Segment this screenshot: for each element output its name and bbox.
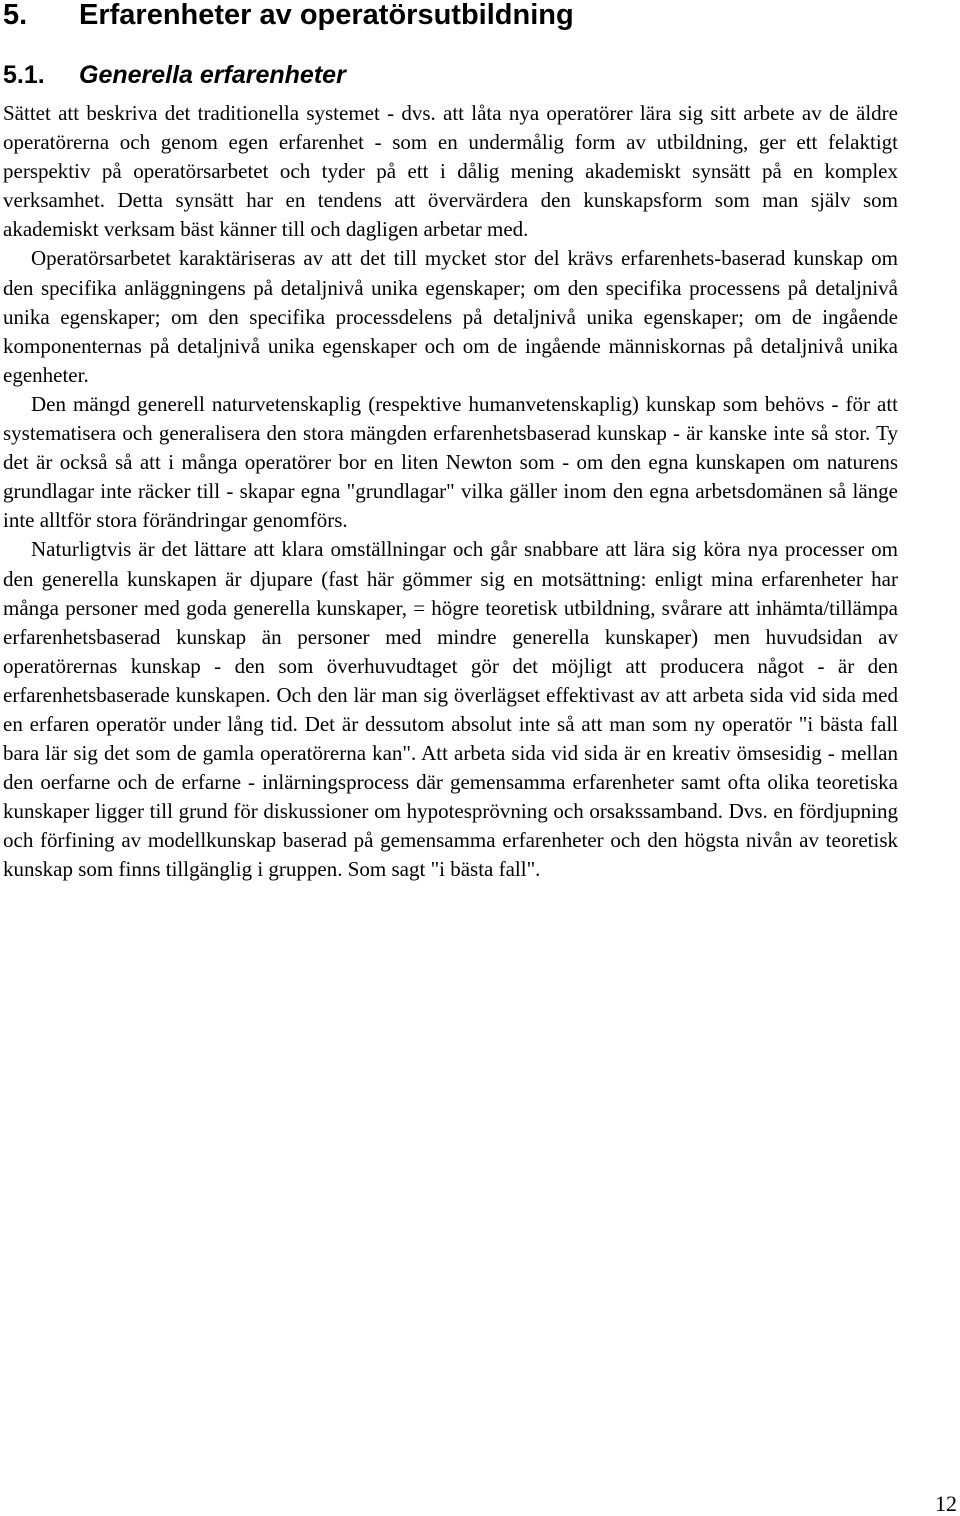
paragraph-intro: Sättet att beskriva det traditionella systemet - dvs. att låta nya operatörer lära sig sitt arbete av de äldre operatörerna och genom egen erfarenhet - som en undermålig form av utbildning, ger ett felaktigt perspektiv på operatörsarbetet och tyder på ett i dålig mening akademiskt synsätt på en komplex verksamhet. Detta synsätt har en tendens att övervärdera den kunskapsform som man själv som akademiskt verksam bäst känner till och dagligen arbetar med.	[3, 101, 898, 242]
body-text	[3, 99, 898, 885]
page-number: 12	[935, 1491, 957, 1516]
chapter-heading	[3, 0, 574, 34]
paragraph-general-knowledge: Den mängd generell naturvetenskaplig (respektive humanvetenskaplig) kunskap som behövs - för att systematisera och generalisera den stora mängden erfarenhetsbaserad kunskap - är kanske inte så stor. Ty det är också så att i många operatörer bor en liten Newton som - om den egna kunskapen om naturens grundlagar inte räcker till - skapar egna "grundlagar" vilka gäller inom den egna arbetsdomänen så länge inte alltför stora förändringar genomförs.	[3, 391, 898, 533]
section-title: Generella erfarenheter	[79, 61, 346, 89]
chapter-number: 5.	[3, 0, 28, 31]
chapter-title: Erfarenheter av operatörsutbildning	[79, 0, 574, 31]
section-number: 5.1.	[3, 61, 45, 89]
paragraph-operator-work: Operatörsarbetet karaktäriseras av att det till mycket stor del krävs erfarenhets-baserad kunskap om den specifika anläggningens på detaljnivå unika egenskaper; om den specifika processens på detaljnivå unika egenskaper; om den specifika processdelens på detaljnivå unika egenskaper; om de ingående komponenternas på detaljnivå unika egenskaper och om de ingående människornas på detaljnivå unika egenheter.	[3, 246, 898, 387]
section-heading	[3, 58, 346, 92]
paragraph-learning-process: Naturligtvis är det lättare att klara omställningar och går snabbare att lära sig köra nya processer om den generella kunskapen är djupare (fast här gömmer sig en motsättning: enligt mina erfarenheter har många personer med goda generella kunskaper, = högre teoretisk utbildning, svårare att inhämta/tillämpa erfarenhetsbaserad kunskap än personer med mindre generella kunskaper) men huvudsidan av operatörernas kunskap - den som överhuvudtaget gör det möjligt att producera något - är den erfarenhetsbaserade kunskapen. Och den lär man sig överlägset effektivast av att arbeta sida vid sida med en erfaren operatör under lång tid. Det är dessutom absolut inte så att man som ny operatör "i bästa fall bara lär sig det som de gamla operatörerna kan". Att arbeta sida vid sida är en kreativ ömsesidig - mellan den oerfarne och de erfarne - inlärningsprocess där gemensamma erfarenheter samt ofta olika teoretiska kunskaper ligger till grund för diskussioner om hypotesprövning och orsakssamband. Dvs. en fördjupning och förfining av modellkunskap baserad på gemensamma erfarenheter och den högsta nivån av teoretisk kunskap som finns tillgänglig i gruppen. Som sagt "i bästa fall".	[3, 537, 898, 882]
